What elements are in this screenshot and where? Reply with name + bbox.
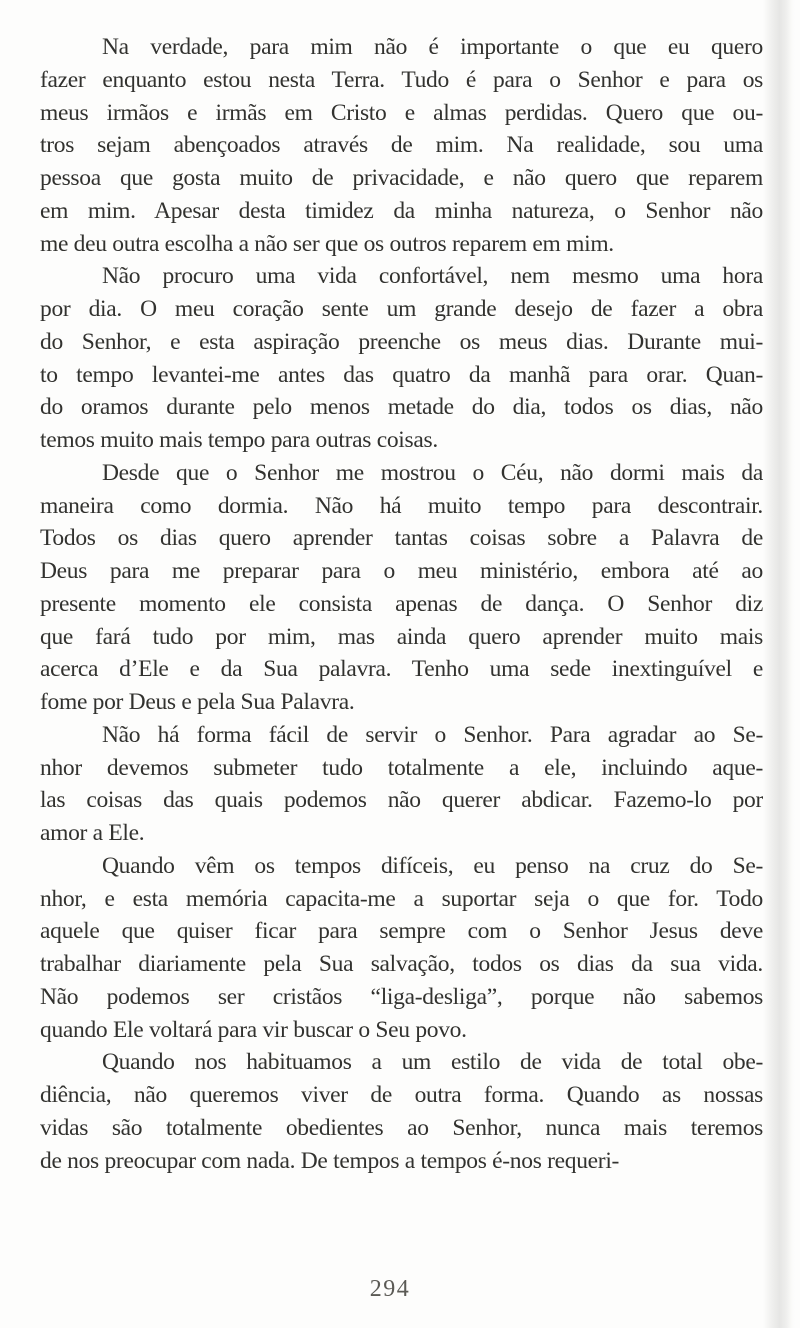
- page-text-block: [40, 31, 763, 1177]
- text-line: las coisas das quais podemos não querer abdicar. Fazemo-lo por: [40, 787, 763, 814]
- text-line: do oramos durante pelo menos metade do dia, todos os dias, não: [40, 394, 763, 421]
- text-line: acerca d’Ele e da Sua palavra. Tenho uma sede inextinguível e: [40, 656, 763, 683]
- text-line: em mim. Apesar desta timidez da minha natureza, o Senhor não: [40, 197, 763, 224]
- text-line: de nos preocupar com nada. De tempos a tempos é-nos requeri-: [40, 1147, 620, 1174]
- text-line: fazer enquanto estou nesta Terra. Tudo é para o Senhor e para os: [40, 66, 763, 93]
- text-line: me deu outra escolha a não ser que os outros reparem em mim.: [40, 230, 614, 257]
- text-line: presente momento ele consista apenas de dança. O Senhor diz: [40, 590, 763, 617]
- scan-edge-shadow: [763, 0, 795, 1328]
- text-line: temos muito mais tempo para outras coisas.: [40, 427, 438, 453]
- text-line: Deus para me preparar para o meu ministério, embora até ao: [40, 558, 763, 584]
- page-number: 294: [369, 1276, 411, 1302]
- text-line: nhor devemos submeter tudo totalmente a ele, incluindo aque-: [40, 754, 763, 781]
- text-line: Desde que o Senhor me mostrou o Céu, não dormi mais da: [102, 459, 763, 486]
- text-line: do Senhor, e esta aspiração preenche os meus dias. Durante mui-: [40, 328, 763, 355]
- text-line: Quando nos habituamos a um estilo de vida de total obe-: [102, 1049, 763, 1076]
- paragraph: [40, 31, 763, 260]
- text-line: trabalhar diariamente pela Sua salvação, todos os dias da sua vida.: [40, 951, 763, 977]
- text-line: amor a Ele.: [40, 820, 145, 846]
- text-line: Na verdade, para mim não é importante o que eu quero: [102, 34, 763, 60]
- paragraph: [40, 850, 763, 1047]
- text-line: Não procuro uma vida confortável, nem mesmo uma hora: [102, 263, 763, 290]
- text-line: nhor, e esta memória capacita-me a suportar seja o que for. Todo: [40, 885, 763, 912]
- text-line: por dia. O meu coração sente um grande desejo de fazer a obra: [40, 296, 763, 322]
- text-line: vidas são totalmente obedientes ao Senhor, nunca mais teremos: [40, 1114, 763, 1141]
- text-line: Não há forma fácil de servir o Senhor. Para agradar ao Se-: [102, 721, 763, 748]
- text-line: que fará tudo por mim, mas ainda quero aprender muito mais: [40, 623, 763, 650]
- paragraph: [40, 1046, 763, 1177]
- text-line: meus irmãos e irmãs em Cristo e almas perdidas. Quero que ou-: [40, 99, 763, 126]
- text-line: diência, não queremos viver de outra forma. Quando as nossas: [40, 1082, 763, 1108]
- text-line: Quando vêm os tempos difíceis, eu penso na cruz do Se-: [102, 852, 763, 879]
- text-line: to tempo levantei-me antes das quatro da manhã para orar. Quan-: [40, 361, 763, 388]
- text-line: maneira como dormia. Não há muito tempo para descontrair.: [40, 492, 763, 519]
- text-line: tros sejam abençoados através de mim. Na realidade, sou uma: [40, 132, 763, 159]
- paragraph: [40, 260, 763, 457]
- text-line: aquele que quiser ficar para sempre com o Senhor Jesus deve: [40, 918, 763, 945]
- text-line: fome por Deus e pela Sua Palavra.: [40, 689, 355, 715]
- text-line: quando Ele voltará para vir buscar o Seu povo.: [40, 1016, 467, 1043]
- text-line: Não podemos ser cristãos “liga-desliga”, porque não sabemos: [40, 983, 763, 1010]
- paragraph: [40, 719, 763, 850]
- paragraph: [40, 457, 763, 719]
- text-line: Todos os dias quero aprender tantas coisas sobre a Palavra de: [40, 525, 763, 552]
- text-line: pessoa que gosta muito de privacidade, e não quero que reparem: [40, 165, 763, 191]
